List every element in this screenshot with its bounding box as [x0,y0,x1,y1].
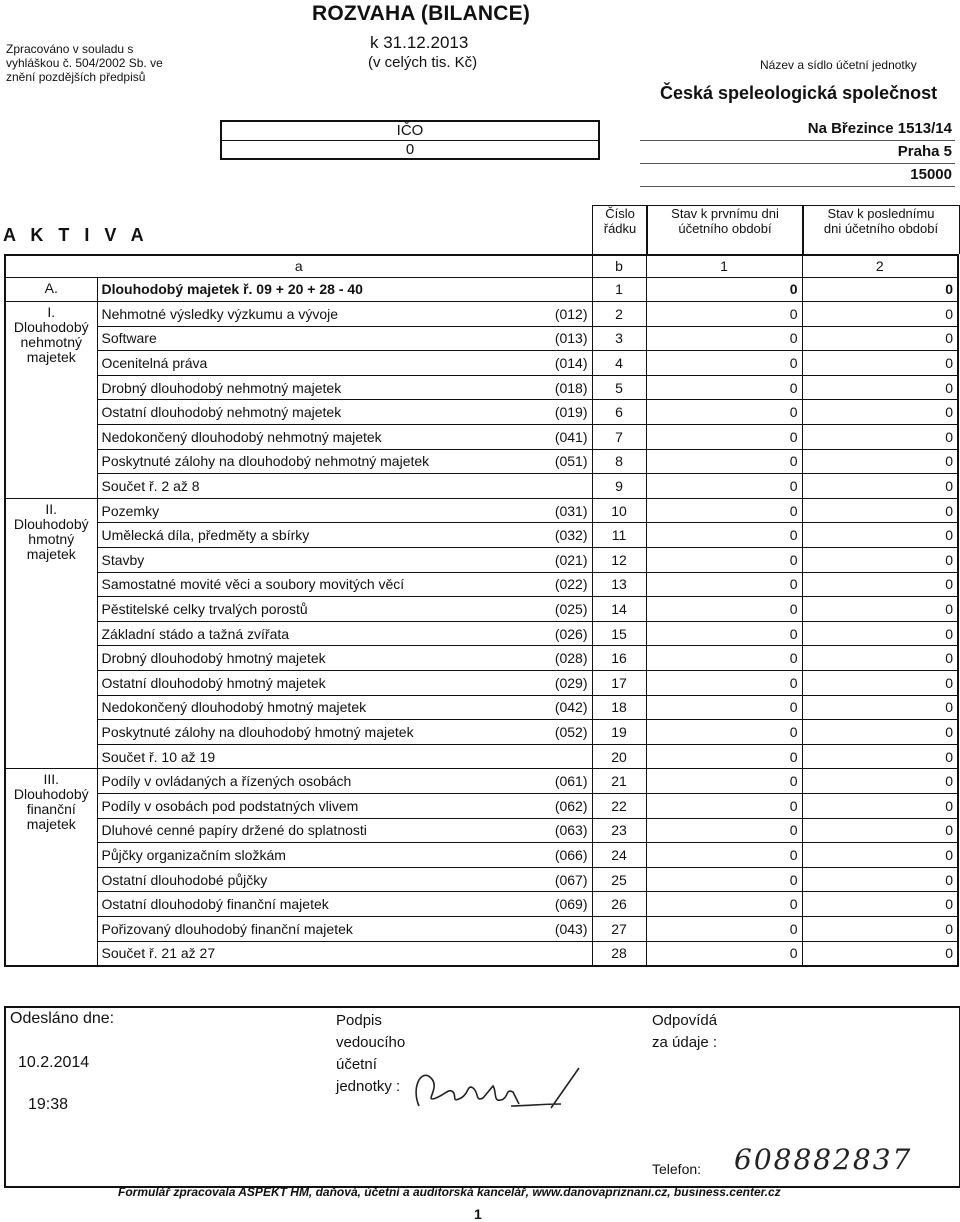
value-last-day: 0 [802,892,958,917]
row-number: 6 [592,400,646,425]
value-first-day: 0 [646,769,802,794]
row-description: Pořizovaný dlouhodobý finanční majetek [97,916,542,941]
value-last-day: 0 [802,351,958,376]
table-row [5,867,958,892]
row-number: 1 [592,277,646,302]
value-last-day: 0 [802,720,958,745]
table-row [5,375,958,400]
value-last-day: 0 [802,867,958,892]
table-row [5,572,958,597]
value-first-day: 0 [646,843,802,868]
value-last-day: 0 [802,621,958,646]
account-code: (051) [542,449,592,474]
value-first-day: 0 [646,793,802,818]
column-a: a [5,255,592,277]
row-description: Drobný dlouhodobý hmotný majetek [97,646,542,671]
row-number: 9 [592,474,646,499]
row-description: Základní stádo a tažná zvířata [97,621,542,646]
responsible-label-line: za údaje : [652,1034,718,1051]
signature-label [336,1010,405,1098]
value-last-day: 0 [802,498,958,523]
column-2: 2 [802,255,958,277]
row-description: Drobný dlouhodobý nehmotný majetek [97,375,542,400]
legal-note-line: vyhláškou č. 504/2002 Sb. ve [6,56,163,70]
subtotal-row [5,941,958,966]
last-day-header-line: Stav k poslednímu [827,206,935,221]
value-first-day: 0 [646,375,802,400]
row-number: 20 [592,744,646,769]
value-first-day: 0 [646,498,802,523]
row-number: 8 [592,449,646,474]
value-last-day: 0 [802,572,958,597]
row-number: 2 [592,302,646,327]
table-row [5,621,958,646]
account-code [542,941,592,966]
row-number: 4 [592,351,646,376]
subtotal-description: Součet ř. 21 až 27 [97,941,542,966]
table-row [5,400,958,425]
account-code: (031) [542,498,592,523]
section-label [5,769,97,966]
value-first-day: 0 [646,474,802,499]
value-last-day: 0 [802,425,958,450]
legal-note [6,42,216,84]
column-b: b [592,255,646,277]
value-last-day: 0 [802,375,958,400]
table-row [5,892,958,917]
ico-label: IČO [396,122,424,139]
signature-label-line: účetní [336,1056,377,1073]
table-row [5,769,958,794]
column-1: 1 [646,255,802,277]
row-number: 27 [592,916,646,941]
row-number: 22 [592,793,646,818]
signature-label-line: jednotky : [336,1078,401,1095]
account-code: (066) [542,843,592,868]
table-row [5,425,958,450]
value-first-day: 0 [646,941,802,966]
section-title: A K T I V A [3,225,149,245]
value-first-day: 0 [646,671,802,696]
table-row [5,916,958,941]
table-row [5,671,958,696]
row-description: Ostatní dlouhodobé půjčky [97,867,542,892]
value-first-day: 0 [646,351,802,376]
value-last-day: 0 [802,671,958,696]
value-last-day: 0 [802,793,958,818]
account-code: (018) [542,375,592,400]
value-first-day: 0 [646,302,802,327]
address-divider [640,186,955,187]
address-zip: 15000 [910,166,952,183]
account-code: (043) [542,916,592,941]
table-row [5,498,958,523]
table-row [5,597,958,622]
account-code: (019) [542,400,592,425]
table-row [5,523,958,548]
address-divider [640,163,955,164]
row-description: Samostatné movité věci a soubory movitých věcí [97,572,542,597]
row-description: Ocenitelná práva [97,351,542,376]
row-number: 19 [592,720,646,745]
value-last-day: 0 [802,449,958,474]
value-first-day: 0 [646,892,802,917]
value-first-day: 0 [646,425,802,450]
last-day-header-line: dni účetního období [823,221,939,236]
value-first-day: 0 [646,400,802,425]
account-code: (014) [542,351,592,376]
account-code: (062) [542,793,592,818]
form-credit: Formulář zpracovala ASPEKT HM, daňová, účetní a auditorská kancelář, www.danovapriznani.cz, business.center.cz [118,1185,781,1199]
value-last-day: 0 [802,400,958,425]
row-number: 15 [592,621,646,646]
row-number: 24 [592,843,646,868]
value-last-day: 0 [802,302,958,327]
row-description: Umělecká díla, předměty a sbírky [97,523,542,548]
row-description: Ostatní dlouhodobý nehmotný majetek [97,400,542,425]
section-label [5,277,97,302]
row-number: 26 [592,892,646,917]
value-first-day: 0 [646,597,802,622]
subtotal-description: Součet ř. 10 až 19 [97,744,542,769]
row-number: 18 [592,695,646,720]
row-number: 12 [592,548,646,573]
table-row [5,351,958,376]
value-first-day: 0 [646,744,802,769]
signature-label-line: Podpis [336,1012,382,1029]
first-day-header [646,205,804,254]
phone-handwritten: 608882837 [734,1143,913,1176]
row-description: Ostatní dlouhodobý hmotný majetek [97,671,542,696]
signature-image [401,1048,601,1118]
account-code: (012) [542,302,592,327]
row-description: Poskytnuté zálohy na dlouhodobý nehmotný majetek [97,449,542,474]
value-last-day: 0 [802,277,958,302]
section-code: A. [44,279,58,296]
account-code: (063) [542,818,592,843]
row-description: Dluhové cenné papíry držené do splatnosti [97,818,542,843]
rownum-header-line: Číslo [605,206,635,221]
value-last-day: 0 [802,941,958,966]
row-description: Ostatní dlouhodobý finanční majetek [97,892,542,917]
row-description: Pěstitelské celky trvalých porostů [97,597,542,622]
account-code: (021) [542,548,592,573]
account-code: (061) [542,769,592,794]
value-last-day: 0 [802,769,958,794]
section-code: III. [43,771,60,788]
row-description: Podíly v osobách pod podstatných vlivem [97,793,542,818]
table-row [5,302,958,327]
row-description: Půjčky organizačním složkám [97,843,542,868]
row-description: Nedokončený dlouhodobý hmotný majetek [97,695,542,720]
balance-table [4,254,959,967]
section-name: Dlouhodobý finanční majetek [13,786,89,833]
subtotal-row [5,474,958,499]
address-divider [640,140,955,141]
account-code: (067) [542,867,592,892]
account-code: (022) [542,572,592,597]
value-last-day: 0 [802,548,958,573]
account-code: (032) [542,523,592,548]
value-last-day: 0 [802,326,958,351]
account-code: (042) [542,695,592,720]
value-first-day: 0 [646,916,802,941]
table-row [5,646,958,671]
sent-date: 10.2.2014 [18,1054,90,1071]
section-name: Dlouhodobý nehmotný majetek [13,319,89,366]
responsible-label-line: Odpovídá [652,1012,718,1029]
table-row [5,277,958,302]
rownum-header [592,205,648,254]
account-code: (028) [542,646,592,671]
value-last-day: 0 [802,843,958,868]
value-last-day: 0 [802,744,958,769]
row-description: Poskytnuté zálohy na dlouhodobý hmotný majetek [97,720,542,745]
column-letter-row [5,255,958,277]
balance-date: k 31.12.2013 [370,33,469,52]
address-city: Praha 5 [897,143,952,160]
account-code [542,277,592,302]
ico-value: 0 [222,140,598,159]
responsible-label [652,1010,717,1054]
value-last-day: 0 [802,916,958,941]
table-row [5,695,958,720]
value-first-day: 0 [646,449,802,474]
row-description: Software [97,326,542,351]
section-label [5,302,97,499]
table-row [5,843,958,868]
row-description: Stavby [97,548,542,573]
units-note: (v celých tis. Kč) [368,54,478,71]
row-number: 23 [592,818,646,843]
table-row [5,548,958,573]
row-description: Dlouhodobý majetek ř. 09 + 20 + 28 - 40 [97,277,542,302]
row-description: Pozemky [97,498,542,523]
sent-label: Odesláno dne: [10,1010,115,1027]
first-day-header-line: Stav k prvnímu dni [671,206,779,221]
row-description: Nehmotné výsledky výzkumu a vývoje [97,302,542,327]
value-last-day: 0 [802,523,958,548]
account-code: (069) [542,892,592,917]
value-first-day: 0 [646,867,802,892]
signature-label-line: vedoucího [336,1034,406,1051]
first-day-header-line: účetního období [678,221,772,236]
account-code: (026) [542,621,592,646]
row-number: 16 [592,646,646,671]
row-number: 3 [592,326,646,351]
account-code [542,744,592,769]
section-code: II. [45,500,58,517]
row-number: 28 [592,941,646,966]
account-code: (052) [542,720,592,745]
account-code: (029) [542,671,592,696]
address-street: Na Březince 1513/14 [807,120,952,137]
value-first-day: 0 [646,326,802,351]
ico-box [220,120,600,160]
footer-box [4,1006,960,1188]
section-code: I. [47,304,56,321]
row-number: 11 [592,523,646,548]
account-code: (013) [542,326,592,351]
row-number: 13 [592,572,646,597]
value-first-day: 0 [646,818,802,843]
value-first-day: 0 [646,548,802,573]
phone-label: Telefon: [652,1161,702,1177]
row-description: Podíly v ovládaných a řízených osobách [97,769,542,794]
table-row [5,449,958,474]
value-first-day: 0 [646,720,802,745]
value-last-day: 0 [802,474,958,499]
sent-time: 19:38 [28,1096,69,1113]
entity-label: Název a sídlo účetní jednotky [760,58,917,72]
table-row [5,818,958,843]
value-first-day: 0 [646,277,802,302]
legal-note-line: znění pozdějších předpisů [6,70,146,84]
rownum-header-line: řádku [603,221,637,236]
value-first-day: 0 [646,621,802,646]
page-number: 1 [474,1206,482,1222]
value-first-day: 0 [646,523,802,548]
account-code: (041) [542,425,592,450]
value-first-day: 0 [646,695,802,720]
value-first-day: 0 [646,646,802,671]
subtotal-row [5,744,958,769]
table-row [5,720,958,745]
account-code [542,474,592,499]
last-day-header [802,205,960,254]
row-number: 25 [592,867,646,892]
row-number: 7 [592,425,646,450]
value-first-day: 0 [646,572,802,597]
row-number: 5 [592,375,646,400]
table-row [5,326,958,351]
row-description: Nedokončený dlouhodobý nehmotný majetek [97,425,542,450]
row-number: 21 [592,769,646,794]
legal-note-line: Zpracováno v souladu s [6,42,134,56]
table-row [5,793,958,818]
value-last-day: 0 [802,695,958,720]
row-number: 14 [592,597,646,622]
account-code: (025) [542,597,592,622]
row-number: 17 [592,671,646,696]
document-title: ROZVAHA (BILANCE) [312,2,531,25]
subtotal-description: Součet ř. 2 až 8 [97,474,542,499]
row-number: 10 [592,498,646,523]
section-label [5,498,97,769]
value-last-day: 0 [802,818,958,843]
value-last-day: 0 [802,646,958,671]
value-last-day: 0 [802,597,958,622]
entity-name: Česká speleologická společnost [660,83,938,103]
section-name: Dlouhodobý hmotný majetek [13,515,89,562]
